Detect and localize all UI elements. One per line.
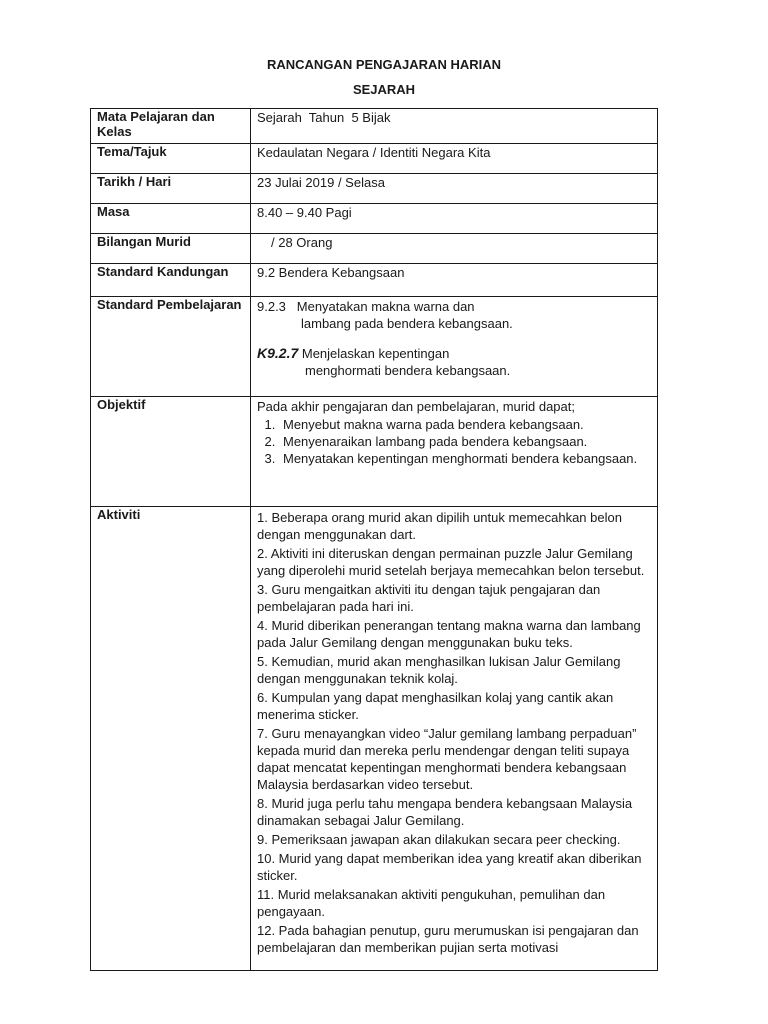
objektif-item: 3. Menyatakan kepentingan menghormati bendera kebangsaan. bbox=[279, 450, 651, 467]
aktiviti-item: 8. Murid juga perlu tahu mengapa bendera kebangsaan Malaysia dinamakan sebagai Jalur Gemilang. bbox=[257, 796, 633, 828]
sp-text-2b: menghormati bendera kebangsaan. bbox=[305, 363, 511, 378]
row-objektif bbox=[91, 397, 658, 507]
aktiviti-item: 6. Kumpulan yang dapat menghasilkan kolaj yang cantik akan menerima sticker. bbox=[257, 690, 614, 722]
objektif-list bbox=[257, 416, 651, 467]
value-objektif bbox=[251, 397, 658, 507]
label-standard-pembelajaran: Standard Pembelajaran bbox=[91, 297, 251, 397]
row-bilangan-murid bbox=[91, 234, 658, 264]
document-title: RANCANGAN PENGAJARAN HARIAN bbox=[266, 57, 501, 72]
label-standard-kandungan: Standard Kandungan bbox=[91, 264, 251, 297]
row-standard-pembelajaran bbox=[91, 297, 658, 397]
value-aktiviti bbox=[251, 507, 658, 971]
aktiviti-item: 11. Murid melaksanakan aktiviti pengukuhan, pemulihan dan pengayaan. bbox=[257, 887, 606, 919]
value-mata-pelajaran: Sejarah Tahun 5 Bijak bbox=[251, 109, 658, 144]
value-standard-pembelajaran bbox=[251, 297, 658, 397]
row-tarikh bbox=[91, 174, 658, 204]
label-objektif: Objektif bbox=[91, 397, 251, 507]
aktiviti-list bbox=[257, 507, 651, 956]
row-standard-kandungan bbox=[91, 264, 658, 297]
value-standard-kandungan: 9.2 Bendera Kebangsaan bbox=[251, 264, 658, 297]
aktiviti-item: 7. Guru menayangkan video “Jalur gemilang lambang perpaduan” kepada murid dan mereka perlu mendengar dengan teliti supaya dapat mencatat kepentingan menghormati bendera kebangsaan Malaysia berdasarkan video tersebut. bbox=[257, 726, 637, 792]
row-mata-pelajaran bbox=[91, 109, 658, 144]
objektif-item: 2. Menyenaraikan lambang pada bendera kebangsaan. bbox=[279, 433, 651, 450]
sp-item-1 bbox=[257, 297, 651, 332]
label-tema: Tema/Tajuk bbox=[91, 144, 251, 174]
lesson-plan-table bbox=[90, 108, 658, 971]
value-tema: Kedaulatan Negara / Identiti Negara Kita bbox=[251, 144, 658, 174]
sp-text-1b: lambang pada bendera kebangsaan. bbox=[301, 316, 513, 331]
aktiviti-item: 1. Beberapa orang murid akan dipilih untuk memecahkan belon dengan menggunakan dart. bbox=[257, 510, 622, 542]
aktiviti-item: 12. Pada bahagian penutup, guru merumuskan isi pengajaran dan pembelajaran dan memberikan pujian serta motivasi bbox=[257, 923, 639, 955]
aktiviti-item: 4. Murid diberikan penerangan tentang makna warna dan lambang pada Jalur Gemilang dengan menggunakan buku teks. bbox=[257, 618, 641, 650]
label-aktiviti: Aktiviti bbox=[91, 507, 251, 971]
aktiviti-item: 9. Pemeriksaan jawapan akan dilakukan secara peer checking. bbox=[257, 832, 621, 847]
aktiviti-item: 3. Guru mengaitkan aktiviti itu dengan tajuk pengajaran dan pembelajaran pada hari ini. bbox=[257, 582, 601, 614]
value-masa: 8.40 – 9.40 Pagi bbox=[251, 204, 658, 234]
aktiviti-item: 2. Aktiviti ini diteruskan dengan permainan puzzle Jalur Gemilang yang diperolehi murid setelah berjaya memecahkan belon tersebut. bbox=[257, 546, 645, 578]
row-masa bbox=[91, 204, 658, 234]
row-aktiviti bbox=[91, 507, 658, 971]
subject-title: SEJARAH bbox=[352, 82, 416, 97]
objektif-intro: Pada akhir pengajaran dan pembelajaran, murid dapat; bbox=[257, 399, 575, 414]
row-tema bbox=[91, 144, 658, 174]
value-bilangan-murid-cell bbox=[251, 234, 658, 264]
sp-item-2 bbox=[257, 345, 651, 379]
sp-code-1: 9.2.3 bbox=[257, 299, 286, 314]
label-mata-pelajaran: Mata Pelajaran dan Kelas bbox=[91, 109, 251, 144]
objektif-item: 1. Menyebut makna warna pada bendera kebangsaan. bbox=[279, 416, 651, 433]
aktiviti-item: 10. Murid yang dapat memberikan idea yang kreatif akan diberikan sticker. bbox=[257, 851, 642, 883]
aktiviti-item: 5. Kemudian, murid akan menghasilkan lukisan Jalur Gemilang dengan menggunakan teknik kolaj. bbox=[257, 654, 621, 686]
sp-text-2a: Menjelaskan kepentingan bbox=[301, 346, 450, 361]
value-bilangan-murid: / 28 Orang bbox=[271, 235, 333, 250]
label-bilangan-murid: Bilangan Murid bbox=[91, 234, 251, 264]
label-tarikh: Tarikh / Hari bbox=[91, 174, 251, 204]
sp-text-1a: Menyatakan makna warna dan bbox=[296, 299, 475, 314]
label-masa: Masa bbox=[91, 204, 251, 234]
value-tarikh: 23 Julai 2019 / Selasa bbox=[251, 174, 658, 204]
sp-code-2: K9.2.7 bbox=[257, 345, 299, 361]
